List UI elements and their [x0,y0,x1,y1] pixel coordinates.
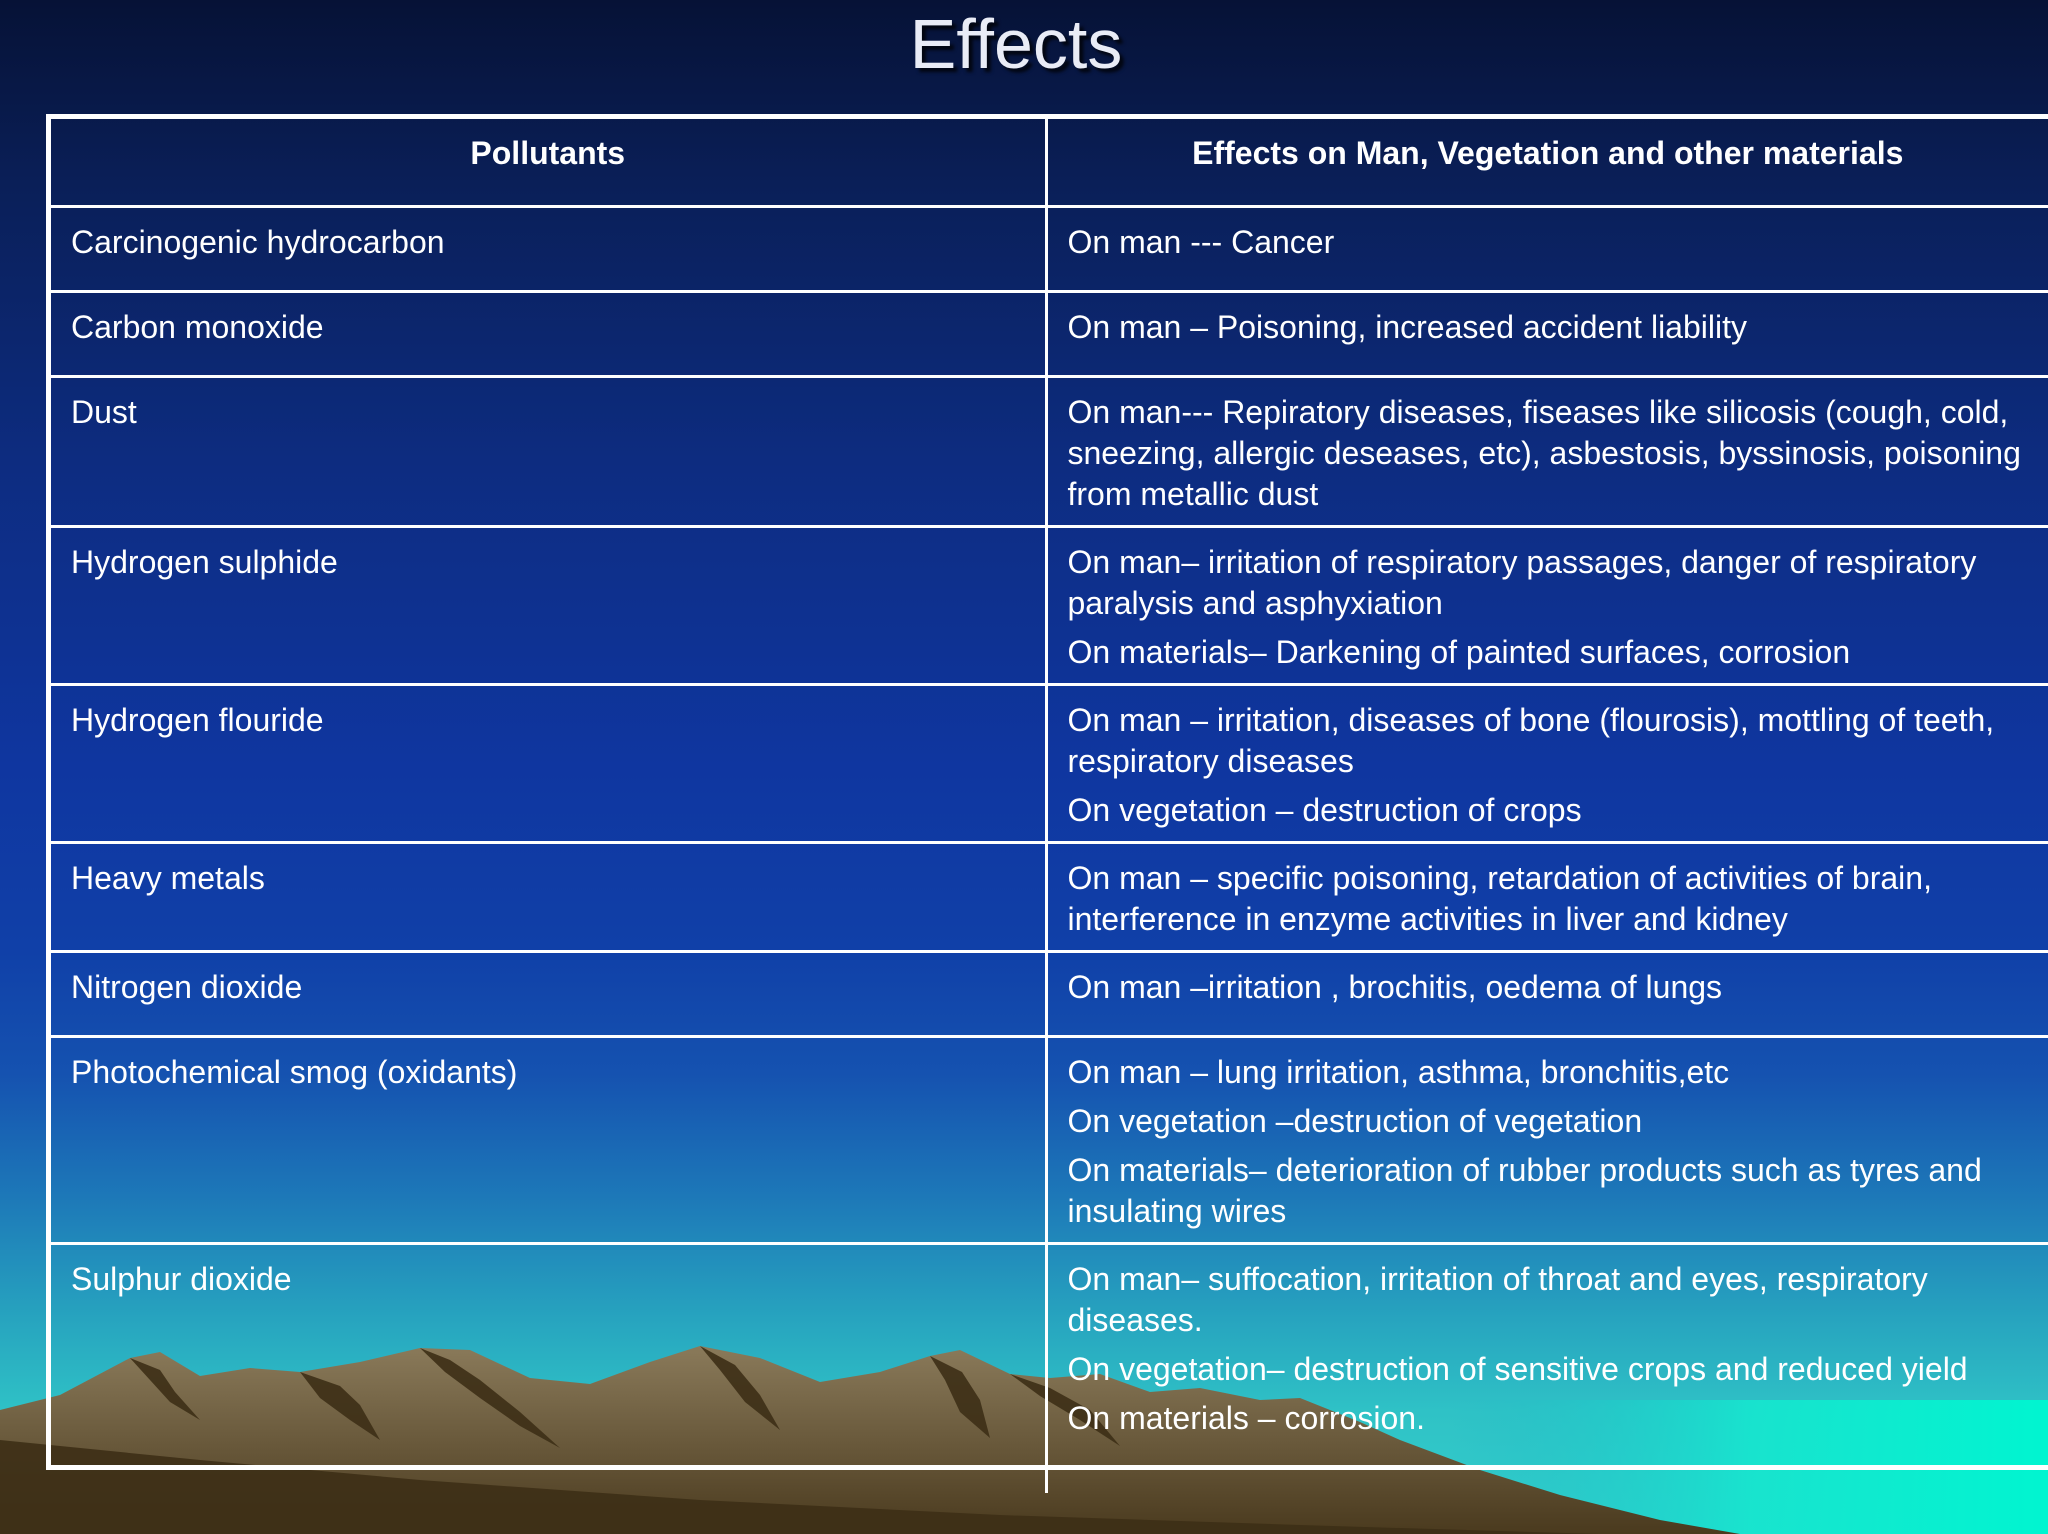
table-row [51,526,2048,684]
header-effects: Effects on Man, Vegetation and other materials [1046,119,2048,206]
effects-cell [1046,951,2048,1036]
effects-cell [1046,1036,2048,1243]
pollutant-cell: Carcinogenic hydrocarbon [51,206,1046,291]
table-row [51,1036,2048,1243]
effects-cell [1046,206,2048,291]
pollutant-cell: Hydrogen sulphide [51,526,1046,684]
effect-line: On materials – corrosion. [1067,1399,1425,1436]
table-row [51,951,2048,1036]
table-row [51,842,2048,951]
effect-line: On vegetation– destruction of sensitive crops and reduced yield [1067,1350,1968,1387]
effect-line: On man--- Repiratory diseases, fiseases like silicosis (cough, cold, sneezing, allergic deseases, etc), asbestosis, byssinosis, poisoning from metallic dust [1067,393,2021,512]
effects-table-grid [51,119,2048,1493]
effects-cell [1046,291,2048,376]
slide-title: Effects [909,5,1123,83]
table-row [51,291,2048,376]
effect-line: On man --- Cancer [1067,223,1335,260]
effect-line: On man– irritation of respiratory passages, danger of respiratory paralysis and asphyxiation [1067,543,1977,621]
effect-line: On man – specific poisoning, retardation of activities of brain, interference in enzyme activities in liver and kidney [1067,859,1932,937]
pollutant-cell: Photochemical smog (oxidants) [51,1036,1046,1243]
effects-cell [1046,842,2048,951]
effect-line: On materials– deterioration of rubber products such as tyres and insulating wires [1067,1151,1982,1229]
header-pollutants: Pollutants [51,119,1046,206]
table-row [51,376,2048,526]
pollutant-cell: Heavy metals [51,842,1046,951]
effects-cell [1046,1243,2048,1493]
effect-line: On man –irritation , brochitis, oedema of lungs [1067,968,1723,1005]
effects-cell [1046,376,2048,526]
effect-line: On materials– Darkening of painted surfaces, corrosion [1067,633,1851,670]
effects-cell [1046,684,2048,842]
pollutant-cell: Sulphur dioxide [51,1243,1046,1493]
effect-line: On man – Poisoning, increased accident liability [1067,308,1747,345]
pollutant-cell: Carbon monoxide [51,291,1046,376]
pollutant-effects-table [46,114,2048,1470]
effect-line: On man– suffocation, irritation of throat and eyes, respiratory diseases. [1067,1260,1928,1338]
effect-line: On vegetation –destruction of vegetation [1067,1102,1643,1139]
table-row [51,1243,2048,1493]
effect-line: On man – irritation, diseases of bone (flourosis), mottling of teeth, respiratory diseases [1067,701,1995,779]
table-header-row [51,119,2048,206]
pollutant-cell: Hydrogen flouride [51,684,1046,842]
pollutant-cell: Dust [51,376,1046,526]
table-row [51,206,2048,291]
pollutant-cell: Nitrogen dioxide [51,951,1046,1036]
effect-line: On vegetation – destruction of crops [1067,791,1582,828]
table-row [51,684,2048,842]
effects-cell [1046,526,2048,684]
effect-line: On man – lung irritation, asthma, bronchitis,etc [1067,1053,1730,1090]
